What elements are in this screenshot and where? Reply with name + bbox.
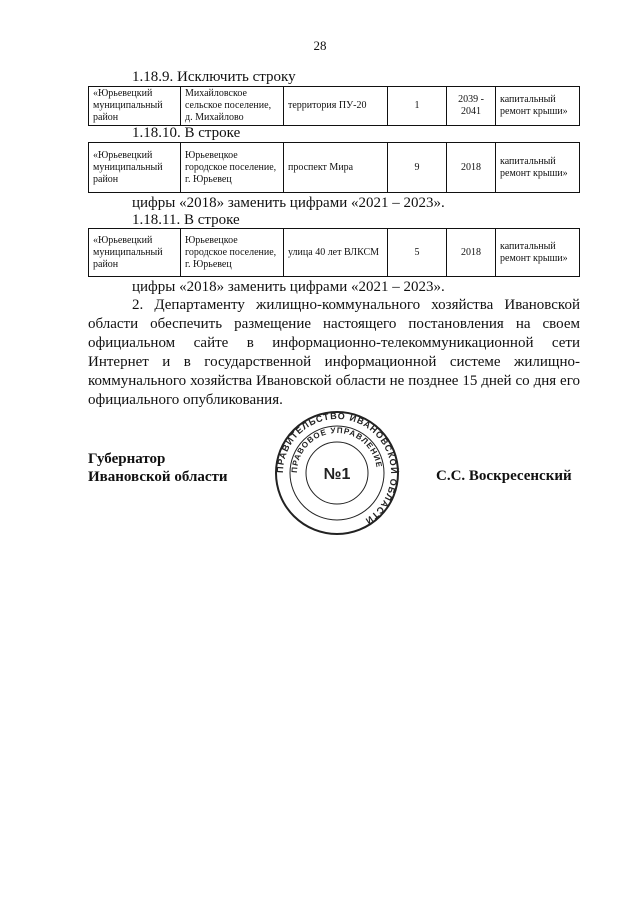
signatory-name: С.С. Воскресенский	[436, 468, 572, 484]
cell-district: «Юрьевецкий муниципальный район	[89, 87, 181, 126]
cell-house-number: 5	[388, 229, 447, 277]
table-row	[89, 229, 580, 277]
section-heading-1-18-11: 1.18.11. В строке	[132, 212, 240, 228]
excluded-row-table	[88, 86, 580, 126]
cell-district: «Юрьевецкий муниципальный район	[89, 229, 181, 277]
page-number: 28	[313, 38, 327, 53]
cell-work-type: капитальный ремонт крыши»	[496, 143, 580, 193]
cell-years: 2018	[447, 143, 496, 193]
official-seal	[274, 410, 400, 536]
table-row	[89, 87, 580, 126]
cell-settlement: Юрьевецкое городское поселение, г. Юрьевец	[181, 143, 284, 193]
seal-number: №1	[323, 466, 351, 483]
cell-house-number: 1	[388, 87, 447, 126]
paragraph-2: 2. Департаменту жилищно-коммунального хозяйства Ивановской области обеспечить размещение настоящего постановления на своем официальном сайте в информационно-телекоммуникационной сети Интернет и в государственной информационной системе жилищно-коммунального хозяйства Ивановской области не позднее 15 дней со дня его официального опубликования.	[88, 297, 580, 408]
cell-settlement: Юрьевецкое городское поселение, г. Юрьевец	[181, 229, 284, 277]
cell-district: «Юрьевецкий муниципальный район	[89, 143, 181, 193]
row-table-prospekt-mira	[88, 142, 580, 193]
cell-address: территория ПУ-20	[284, 87, 388, 126]
section-heading-1-18-9: 1.18.9. Исключить строку	[132, 69, 296, 85]
cell-work-type: капитальный ремонт крыши»	[496, 87, 580, 126]
cell-settlement: Михайловское сельское поселение, д. Михайлово	[181, 87, 284, 126]
signatory-title-line-1: Губернатор	[88, 451, 166, 467]
cell-address: улица 40 лет ВЛКСМ	[284, 229, 388, 277]
replacement-instruction-1: цифры «2018» заменить цифрами «2021 – 2023».	[132, 195, 445, 211]
cell-years: 2039 - 2041	[447, 87, 496, 126]
cell-work-type: капитальный ремонт крыши»	[496, 229, 580, 277]
seal-outer-text: ПРАВИТЕЛЬСТВО ИВАНОВСКОЙ ОБЛАСТИ	[274, 410, 400, 527]
cell-address: проспект Мира	[284, 143, 388, 193]
cell-house-number: 9	[388, 143, 447, 193]
replacement-instruction-2: цифры «2018» заменить цифрами «2021 – 2023».	[132, 279, 445, 295]
table-row	[89, 143, 580, 193]
cell-years: 2018	[447, 229, 496, 277]
seal-inner-text: ПРАВОВОЕ УПРАВЛЕНИЕ	[289, 425, 384, 474]
section-heading-1-18-10: 1.18.10. В строке	[132, 125, 241, 141]
signatory-title-line-2: Ивановской области	[88, 469, 228, 485]
row-table-ulitsa-40-let-vlksm	[88, 228, 580, 277]
signatory-title	[88, 450, 228, 486]
